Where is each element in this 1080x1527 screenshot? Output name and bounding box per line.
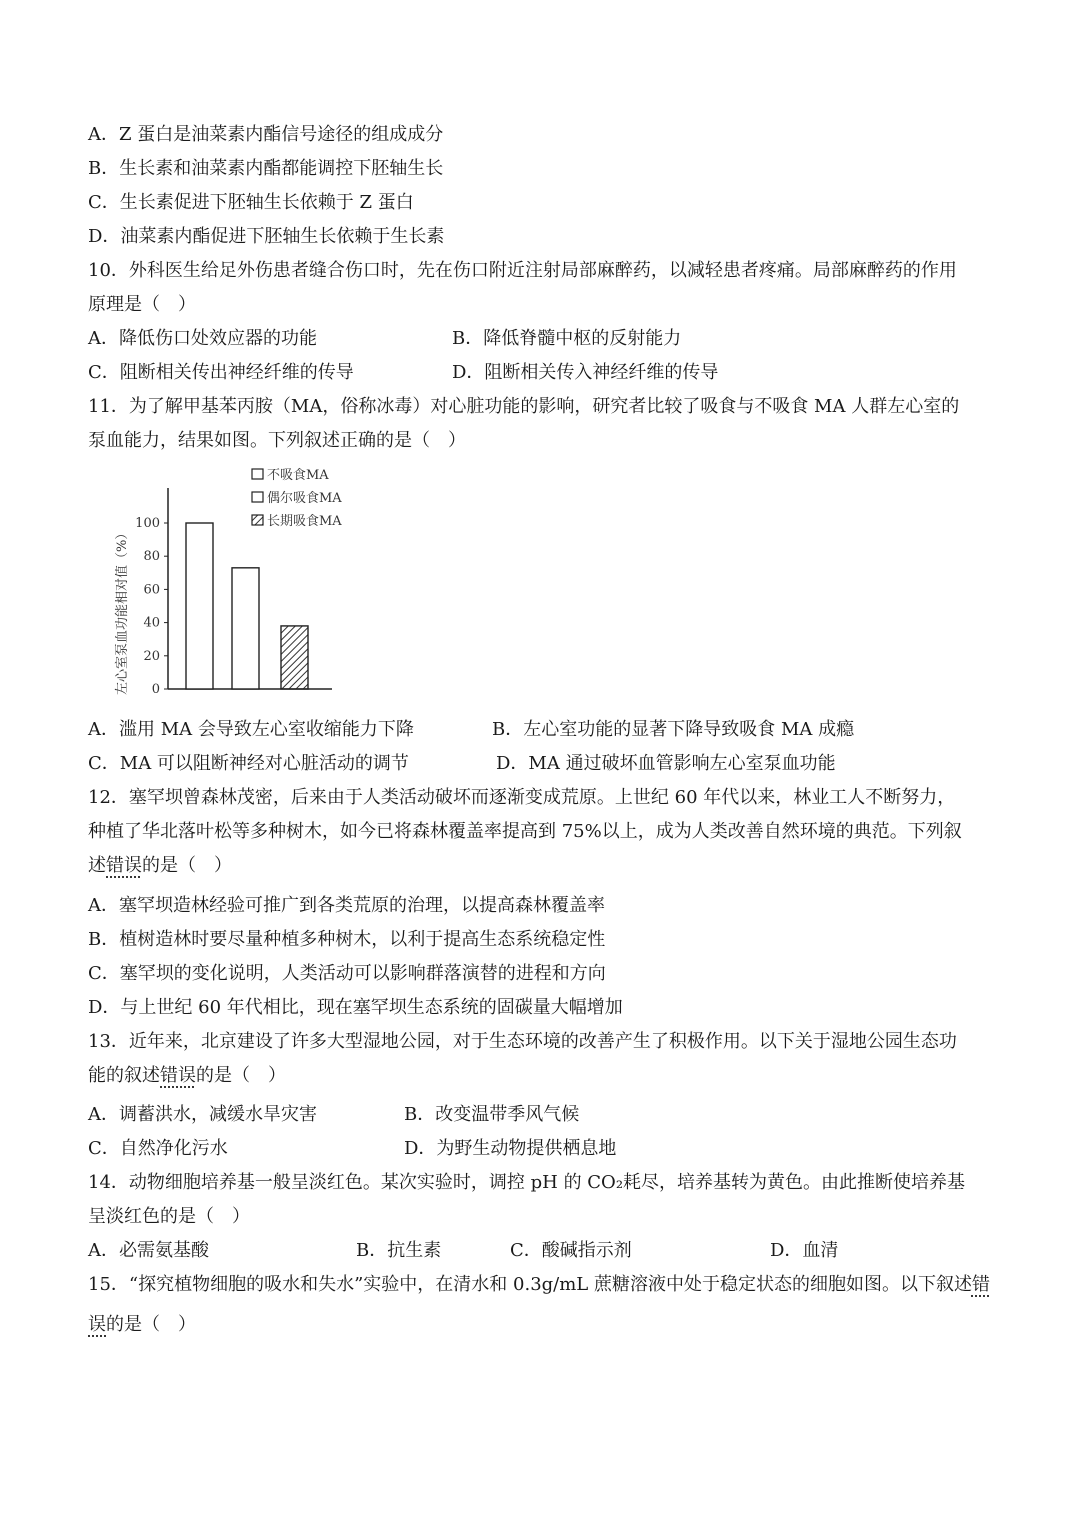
q13-option-d: D．为野生动物提供栖息地 [404, 1138, 617, 1159]
q13-stem2-post: 的是（ ） [196, 1065, 286, 1086]
q12-option-d: D．与上世纪 60 年代相比，现在塞罕坝生态系统的固碳量大幅增加 [88, 997, 623, 1018]
legend-swatch-2 [252, 492, 263, 502]
q10-option-a: A．降低伤口处效应器的功能 [88, 328, 317, 349]
q10-option-c: C．阻断相关传出神经纤维的传导 [88, 362, 354, 383]
legend-swatch-3 [252, 515, 263, 525]
y-tick-label: 20 [143, 648, 160, 664]
q13-stem2-pre: 能的叙述 [88, 1065, 160, 1086]
q12-stem3-pre: 述 [88, 855, 106, 876]
y-axis-label: 左心室泵血功能相对值（%） [115, 526, 130, 695]
q11-option-b: B．左心室功能的显著下降导致吸食 MA 成瘾 [492, 719, 855, 740]
legend-label-1: 不吸食MA [267, 468, 329, 483]
q14-stem-line1: 14．动物细胞培养基一般呈淡红色。某次实验时，调控 pH 的 CO₂耗尽，培养基转为黄色。由此推断使培养基 [88, 1172, 966, 1193]
q15-emphasis-1: 错 [971, 1274, 990, 1295]
q13-stem-line2 [88, 1063, 286, 1089]
q12-stem3-post: 的是（ ） [142, 855, 232, 876]
q14-option-b: B．抗生素 [356, 1240, 442, 1261]
y-tick-label: 100 [135, 516, 160, 531]
q12-emphasis-text: 错误 [106, 855, 142, 876]
q11-stem-line2: 泵血能力，结果如图。下列叙述正确的是（ ） [88, 430, 466, 451]
legend-label-3: 长期吸食MA [267, 514, 342, 529]
q11-option-d: D．MA 通过破坏血管影响左心室泵血功能 [496, 753, 836, 774]
q14-option-c: C．酸碱指示剂 [510, 1240, 632, 1261]
q13-stem-line1: 13．近年来，北京建设了许多大型湿地公园，对于生态环境的改善产生了积极作用。以下关于湿地公园生态功 [88, 1031, 957, 1052]
q14-stem-line2: 呈淡红色的是（ ） [88, 1206, 250, 1227]
q12-option-a: A．塞罕坝造林经验可推广到各类荒原的治理，以提高森林覆盖率 [88, 895, 605, 916]
q15-stem1-pre: 15．“探究植物细胞的吸水和失水”实验中，在清水和 0.3g/mL 蔗糖溶液中处于稳定状态的细胞如图。以下叙述 [88, 1274, 972, 1295]
q15-emphasis-2: 误 [88, 1314, 106, 1335]
legend-swatch-1 [252, 469, 263, 479]
q15-stem-line2 [88, 1312, 196, 1338]
q11-option-c: C．MA 可以阻断神经对心脏活动的调节 [88, 753, 409, 774]
q9-option-c: C．生长素促进下胚轴生长依赖于 Z 蛋白 [88, 192, 414, 213]
q10-stem-line1: 10．外科医生给足外伤患者缝合伤口时，先在伤口附近注射局部麻醉药，以减轻患者疼痛。局部麻醉药的作用 [88, 260, 957, 281]
q10-option-d: D．阻断相关传入神经纤维的传导 [452, 362, 719, 383]
q9-option-a: A．Z 蛋白是油菜素内酯信号途径的组成成分 [88, 124, 444, 145]
bar-chart [100, 460, 350, 700]
bar-1 [186, 523, 213, 689]
q9-option-b: B．生长素和油菜素内酯都能调控下胚轴生长 [88, 158, 444, 179]
q14-option-a: A．必需氨基酸 [88, 1240, 209, 1261]
q11-stem-line1: 11．为了解甲基苯丙胺（MA，俗称冰毒）对心脏功能的影响，研究者比较了吸食与不吸食 MA 人群左心室的 [88, 396, 960, 417]
bar-2 [232, 568, 259, 689]
q13-option-c: C．自然净化污水 [88, 1138, 228, 1159]
y-tick-label: 40 [143, 615, 160, 631]
bar-3 [281, 626, 308, 689]
q10-option-b: B．降低脊髓中枢的反射能力 [452, 328, 682, 349]
q9-option-d: D．油菜素内酯促进下胚轴生长依赖于生长素 [88, 226, 445, 247]
q14-option-d: D．血清 [770, 1240, 839, 1261]
q12-stem-line2: 种植了华北落叶松等多种树木，如今已将森林覆盖率提高到 75%以上，成为人类改善自然环境的典范。下列叙 [88, 821, 962, 842]
legend-label-2: 偶尔吸食MA [267, 491, 342, 506]
q12-option-b: B．植树造林时要尽量种植多种树木，以利于提高生态系统稳定性 [88, 929, 606, 950]
q15-stem-line1 [88, 1272, 990, 1298]
q11-option-a: A．滥用 MA 会导致左心室收缩能力下降 [88, 719, 414, 740]
q13-option-a: A．调蓄洪水，减缓水旱灾害 [88, 1104, 317, 1125]
q12-stem-line1: 12．塞罕坝曾森林茂密，后来由于人类活动破坏而逐渐变成荒原。上世纪 60 年代以来，林业工人不断努力， [88, 787, 956, 808]
y-tick-label: 0 [151, 682, 160, 697]
q15-stem2-post: 的是（ ） [106, 1314, 196, 1335]
q12-option-c: C．塞罕坝的变化说明，人类活动可以影响群落演替的进程和方向 [88, 963, 606, 984]
q12-emphasis [106, 855, 142, 876]
q12-stem-line3 [88, 853, 232, 879]
y-tick-label: 60 [143, 582, 160, 598]
q10-stem-line2: 原理是（ ） [88, 294, 196, 315]
q13-emphasis: 错误 [160, 1065, 196, 1086]
y-tick-label: 80 [143, 549, 160, 565]
q13-option-b: B．改变温带季风气候 [404, 1104, 580, 1125]
